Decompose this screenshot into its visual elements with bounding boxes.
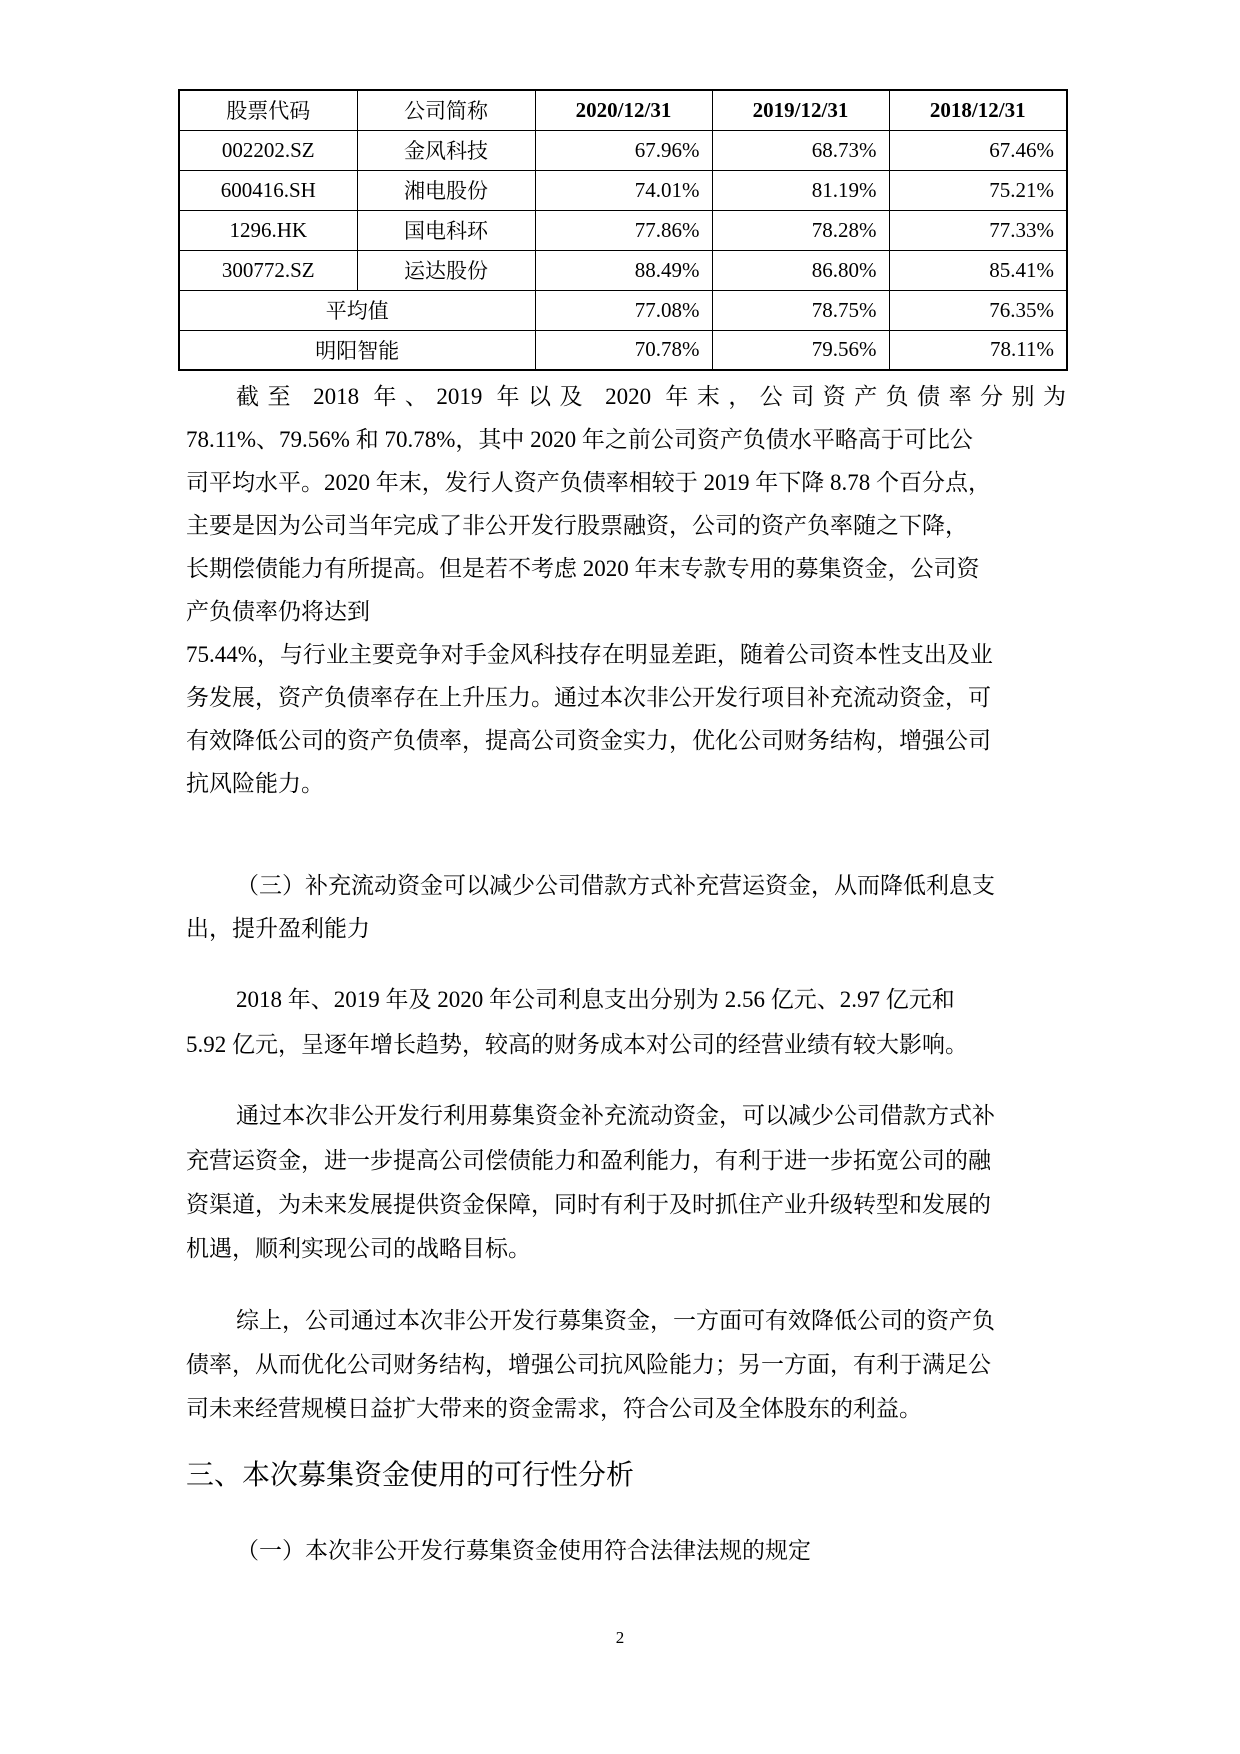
header-2019: 2019/12/31 (712, 90, 889, 130)
cell-2018: 85.41% (889, 250, 1067, 290)
table-row (179, 170, 1067, 210)
cell-2018: 67.46% (889, 130, 1067, 170)
subheading3-line2: 出，提升盈利能力 (186, 916, 370, 941)
cell-2018: 75.21% (889, 170, 1067, 210)
para1-line1: 截至 2018 年、2019 年以及 2020 年末，公司资产负债率分别为 (236, 384, 1066, 409)
cell-company-label: 明阳智能 (179, 330, 535, 370)
cell-2019: 79.56% (712, 330, 889, 370)
cell-code: 002202.SZ (179, 130, 357, 170)
table-row-average (179, 290, 1067, 330)
cell-2019: 68.73% (712, 130, 889, 170)
cell-2018: 77.33% (889, 210, 1067, 250)
header-name: 公司简称 (357, 90, 535, 130)
cell-2020: 77.08% (535, 290, 712, 330)
table-row (179, 210, 1067, 250)
debt-ratio-table-container (178, 89, 1066, 371)
debt-ratio-table (178, 89, 1068, 371)
cell-code: 1296.HK (179, 210, 357, 250)
subheading3-line1: （三）补充流动资金可以减少公司借款方式补充营运资金，从而降低利息支 (236, 873, 995, 898)
cell-2019: 78.28% (712, 210, 889, 250)
para1-line10: 抗风险能力。 (186, 771, 324, 796)
para1-line2: 78.11%、79.56% 和 70.78%，其中 2020 年之前公司资产负债水平略高于可比公 (186, 427, 973, 452)
cell-code: 300772.SZ (179, 250, 357, 290)
para4-line3: 司未来经营规模日益扩大带来的资金需求，符合公司及全体股东的利益。 (186, 1396, 922, 1421)
cell-name: 运达股份 (357, 250, 535, 290)
cell-name: 金风科技 (357, 130, 535, 170)
header-2018: 2018/12/31 (889, 90, 1067, 130)
table-row (179, 250, 1067, 290)
para1-line9: 有效降低公司的资产负债率，提高公司资金实力，优化公司财务结构，增强公司 (186, 728, 991, 753)
section-title: 三、本次募集资金使用的可行性分析 (186, 1460, 635, 1491)
cell-average-label: 平均值 (179, 290, 535, 330)
para4-line1: 综上，公司通过本次非公开发行募集资金，一方面可有效降低公司的资产负 (236, 1308, 995, 1333)
para2-line2: 5.92 亿元，呈逐年增长趋势，较高的财务成本对公司的经营业绩有较大影响。 (186, 1032, 968, 1057)
para3-line3: 资渠道，为未来发展提供资金保障，同时有利于及时抓住产业升级转型和发展的 (186, 1192, 991, 1217)
header-code: 股票代码 (179, 90, 357, 130)
header-2020: 2020/12/31 (535, 90, 712, 130)
cell-2019: 81.19% (712, 170, 889, 210)
para3-line2: 充营运资金，进一步提高公司偿债能力和盈利能力，有利于进一步拓宽公司的融 (186, 1148, 991, 1173)
para3-line1: 通过本次非公开发行利用募集资金补充流动资金，可以减少公司借款方式补 (236, 1103, 995, 1128)
para1-line3: 司平均水平。2020 年末，发行人资产负债率相较于 2019 年下降 8.78 个百分点， (186, 470, 991, 495)
cell-2019: 78.75% (712, 290, 889, 330)
cell-2020: 88.49% (535, 250, 712, 290)
subheading1: （一）本次非公开发行募集资金使用符合法律法规的规定 (236, 1538, 811, 1563)
cell-name: 湘电股份 (357, 170, 535, 210)
para1-line7: 75.44%，与行业主要竞争对手金风科技存在明显差距，随着公司资本性支出及业 (186, 642, 993, 667)
cell-code: 600416.SH (179, 170, 357, 210)
table-header-row (179, 90, 1067, 130)
table-row-company (179, 330, 1067, 370)
para1-line6: 产负债率仍将达到 (186, 599, 370, 624)
table-row (179, 130, 1067, 170)
para1-line4: 主要是因为公司当年完成了非公开发行股票融资，公司的资产负率随之下降， (186, 513, 968, 538)
cell-2020: 70.78% (535, 330, 712, 370)
para2-line1: 2018 年、2019 年及 2020 年公司利息支出分别为 2.56 亿元、2.97 亿元和 (236, 987, 955, 1012)
cell-2020: 67.96% (535, 130, 712, 170)
cell-2018: 76.35% (889, 290, 1067, 330)
para1-line8: 务发展，资产负债率存在上升压力。通过本次非公开发行项目补充流动资金，可 (186, 685, 991, 710)
cell-2018: 78.11% (889, 330, 1067, 370)
cell-name: 国电科环 (357, 210, 535, 250)
cell-2020: 77.86% (535, 210, 712, 250)
cell-2020: 74.01% (535, 170, 712, 210)
para4-line2: 债率，从而优化公司财务结构，增强公司抗风险能力；另一方面，有利于满足公 (186, 1352, 991, 1377)
page-number: 2 (615, 1628, 625, 1647)
para1-line5: 长期偿债能力有所提高。但是若不考虑 2020 年末专款专用的募集资金，公司资 (186, 556, 980, 581)
para3-line4: 机遇，顺利实现公司的战略目标。 (186, 1236, 531, 1261)
cell-2019: 86.80% (712, 250, 889, 290)
